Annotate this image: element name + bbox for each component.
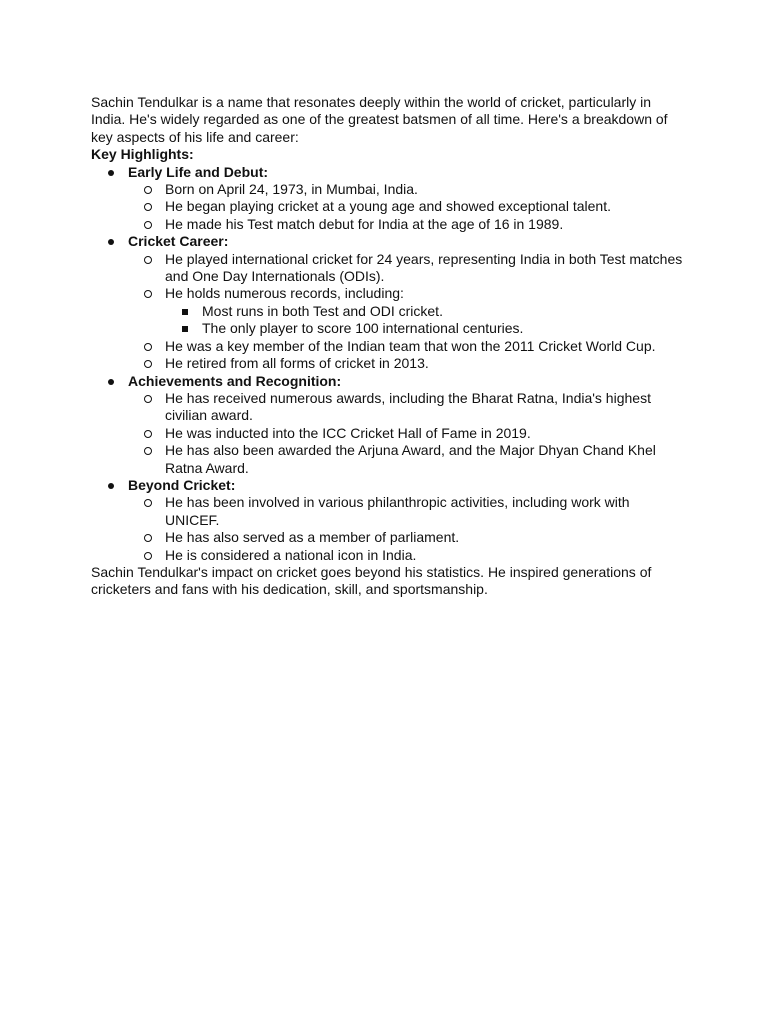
list-item: He has also served as a member of parliament. — [165, 529, 460, 546]
list-item: He has received numerous awards, including the Bharat Ratna, India's highest civilian award. — [165, 389, 651, 424]
section-title: Early Life and Debut: — [128, 163, 269, 180]
document-page — [91, 94, 687, 599]
list-item: Born on April 24, 1973, in Mumbai, India. — [165, 181, 418, 198]
list-item: He played international cricket for 24 years, representing India in both Test matches and One Day Internationals (ODIs). — [165, 250, 683, 285]
list-item: Most runs in both Test and ODI cricket. — [202, 302, 443, 319]
list-item: He has also been awarded the Arjuna Award, and the Major Dhyan Chand Khel Ratna Award. — [165, 442, 656, 476]
intro-paragraph: Sachin Tendulkar is a name that resonates deeply within the world of cricket, particularly in India. He's widely regarded as one of the greatest batsmen of all time. Here's a breakdown of key aspects of his life and career: — [91, 94, 668, 145]
list-item: He was a key member of the Indian team that won the 2011 Cricket World Cup. — [165, 337, 656, 354]
section-early-life — [91, 164, 687, 234]
sub-list — [128, 390, 687, 477]
section-title: Cricket Career: — [128, 233, 229, 250]
records-list — [165, 303, 687, 338]
list-item: He holds numerous records, including: Most runs in both Test and ODI cricket. The only player to score 100 international centuries. — [128, 285, 687, 337]
key-highlights-heading: Key Highlights: — [91, 146, 194, 163]
list-item: He retired from all forms of cricket in 2013. — [165, 355, 429, 372]
list-item: He was inducted into the ICC Cricket Hall of Fame in 2019. — [165, 424, 531, 441]
list-item: He began playing cricket at a young age and showed exceptional talent. — [165, 198, 611, 215]
list-item: The only player to score 100 international centuries. — [202, 320, 524, 337]
sub-list — [128, 181, 687, 233]
conclusion-paragraph: Sachin Tendulkar's impact on cricket goes beyond his statistics. He inspired generations of cricketers and fans with his dedication, skill, and sportsmanship. — [91, 563, 652, 598]
section-title: Beyond Cricket: — [128, 476, 236, 493]
list-item: He has been involved in various philanthropic activities, including work with UNICEF. — [165, 494, 630, 528]
section-cricket-career — [91, 233, 687, 372]
section-beyond-cricket — [91, 477, 687, 564]
list-item: He is considered a national icon in India. — [165, 546, 417, 563]
list-item: He made his Test match debut for India at the age of 16 in 1989. — [165, 215, 564, 232]
section-title: Achievements and Recognition: — [128, 372, 342, 389]
sub-list — [128, 251, 687, 373]
highlights-list — [91, 164, 687, 564]
sub-list — [128, 494, 687, 564]
section-achievements — [91, 373, 687, 477]
